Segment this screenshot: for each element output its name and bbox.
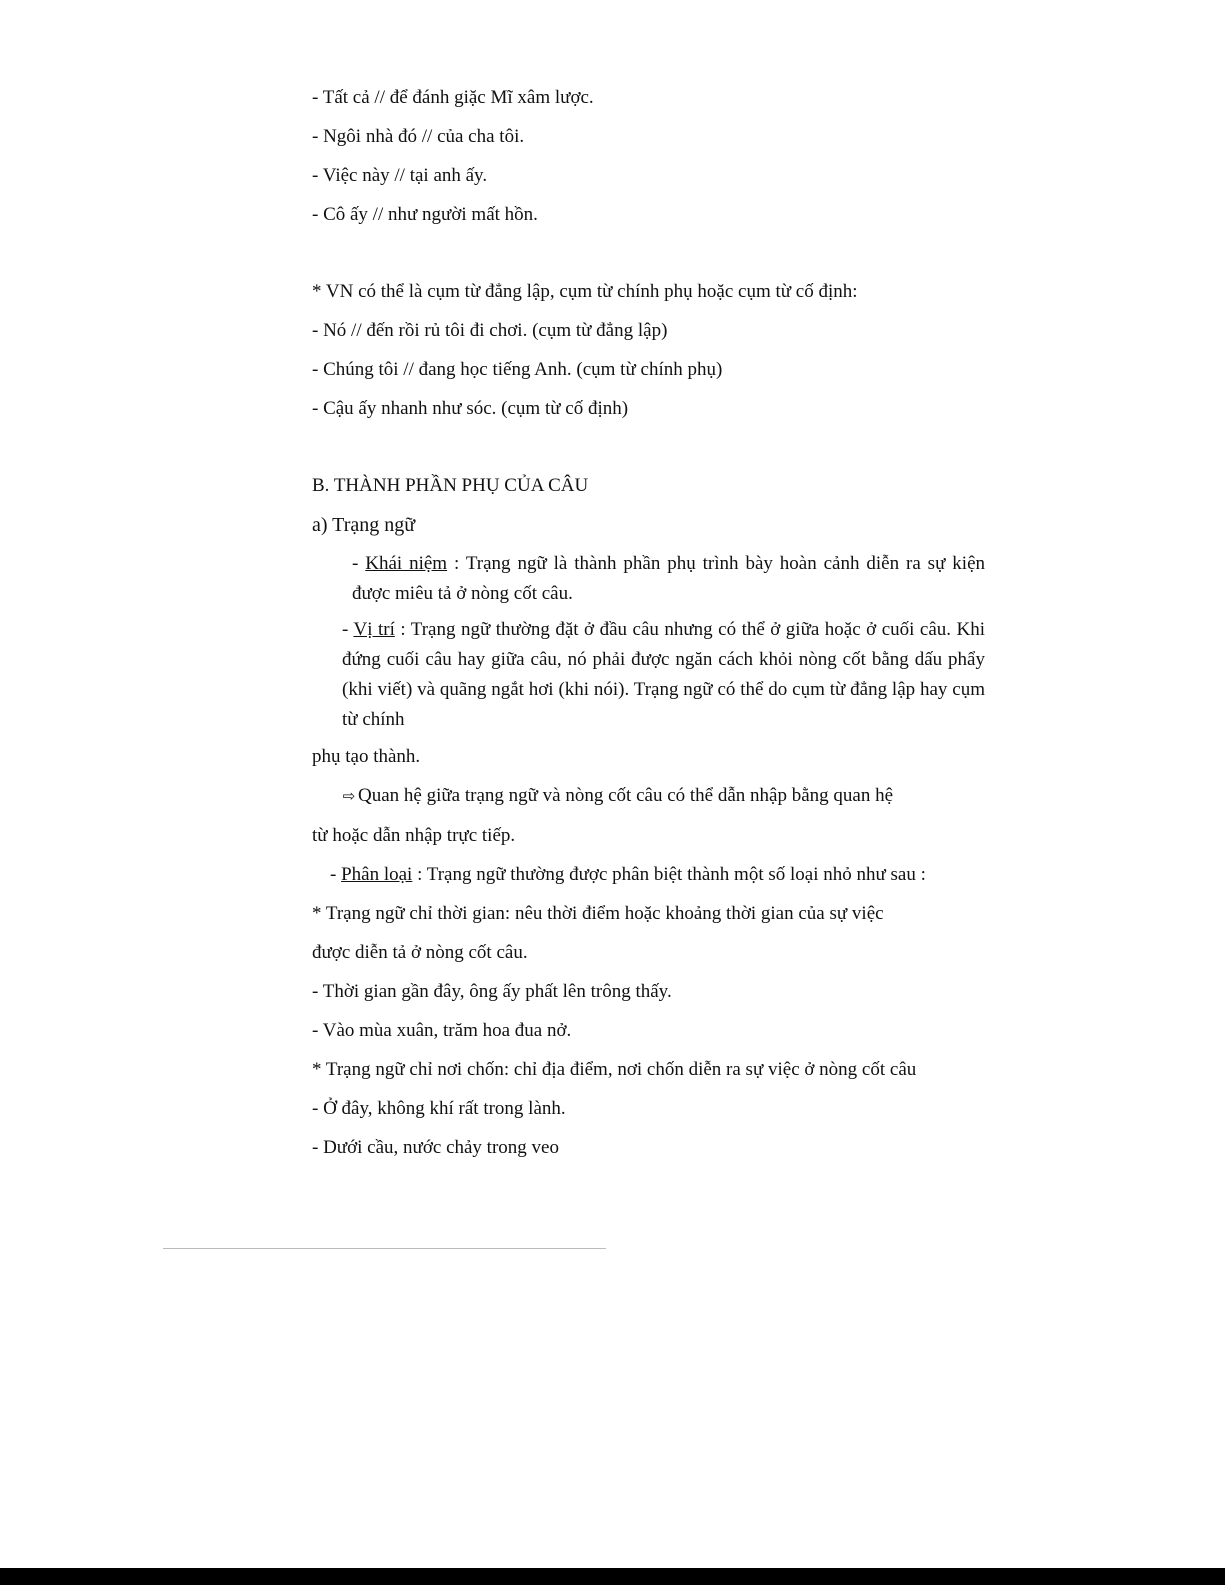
quan-he-text: Quan hệ giữa trạng ngữ và nòng cốt câu có thể dẫn nhập bằng quan hệ	[358, 785, 894, 806]
vi-tri-prefix: -	[342, 619, 354, 640]
place-adverbial-line: * Trạng ngữ chỉ nơi chốn: chỉ địa điểm, nơi chốn diễn ra sự việc ở nòng cốt câu	[312, 1059, 917, 1080]
example-line: - Ở đây, không khí rất trong lành.	[312, 1098, 566, 1119]
time-adverbial-line: * Trạng ngữ chỉ thời gian: nêu thời điểm hoặc khoảng thời gian của sự việc	[312, 903, 884, 924]
example-line: - Việc này // tại anh ấy.	[312, 165, 488, 186]
time-adverbial-continuation: được diễn tả ở nòng cốt câu.	[312, 942, 528, 963]
example-line: - Nó // đến rồi rủ tôi đi chơi. (cụm từ đẳng lập)	[312, 320, 668, 341]
phan-loai-text: : Trạng ngữ thường được phân biệt thành một số loại nhỏ như sau :	[412, 864, 926, 885]
section-b-heading: B. THÀNH PHẦN PHỤ CỦA CÂU	[312, 475, 589, 496]
phan-loai-label: Phân loại	[341, 864, 413, 885]
quan-he-continuation: từ hoặc dẫn nhập trực tiếp.	[312, 825, 516, 846]
phan-loai-line	[312, 855, 985, 894]
example-line: - Cô ấy // như người mất hồn.	[312, 204, 538, 225]
bottom-edge-bar	[0, 1568, 1225, 1585]
example-line: - Ngôi nhà đó // của cha tôi.	[312, 126, 525, 147]
vi-tri-continuation: phụ tạo thành.	[312, 746, 421, 767]
example-line: - Vào mùa xuân, trăm hoa đua nở.	[312, 1020, 572, 1041]
section-a-heading: a) Trạng ngữ	[312, 514, 416, 536]
example-line: - Thời gian gần đây, ông ấy phất lên trông thấy.	[312, 981, 672, 1002]
spacer	[312, 428, 985, 466]
phan-loai-prefix: -	[330, 864, 342, 885]
footnote-separator	[163, 1248, 606, 1249]
vi-tri-paragraph	[312, 615, 985, 735]
spacer	[312, 234, 985, 272]
khai-niem-paragraph	[312, 549, 985, 609]
page-content	[312, 78, 985, 1167]
vi-tri-text: : Trạng ngữ thường đặt ở đầu câu nhưng có thể ở giữa hoặc ở cuối câu. Khi đứng cuối câu hay giữa câu, nó phải được ngăn cách khỏi nòng cốt bằng dấu phẩy (khi viết) và quãng ngắt hơi (khi nói). Trạng ngữ có thể do cụm từ đẳng lập hay cụm từ chính	[342, 619, 986, 730]
quan-he-line	[312, 776, 985, 816]
vi-tri-label: Vị trí	[353, 619, 395, 640]
example-line: - Chúng tôi // đang học tiếng Anh. (cụm từ chính phụ)	[312, 359, 723, 380]
khai-niem-prefix: -	[352, 553, 366, 574]
right-arrow-icon: ⇨	[342, 787, 356, 805]
khai-niem-text: : Trạng ngữ là thành phần phụ trình bày hoàn cảnh diễn ra sự kiện được miêu tả ở nòng cốt câu.	[352, 553, 985, 604]
vn-rule-line: * VN có thể là cụm từ đẳng lập, cụm từ chính phụ hoặc cụm từ cố định:	[312, 281, 858, 302]
example-line: - Dưới cầu, nước chảy trong veo	[312, 1137, 559, 1158]
example-line: - Cậu ấy nhanh như sóc. (cụm từ cố định)	[312, 398, 629, 419]
khai-niem-label: Khái niệm	[365, 553, 448, 574]
example-line: - Tất cả // để đánh giặc Mĩ xâm lược.	[312, 87, 594, 108]
